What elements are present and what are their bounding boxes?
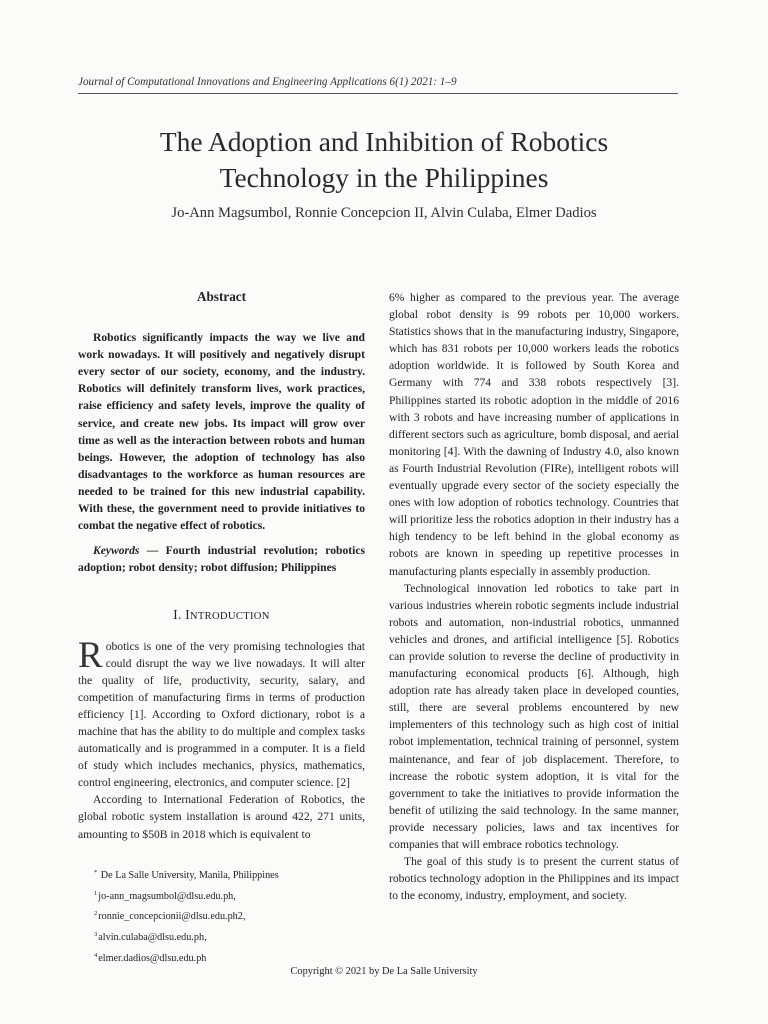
paper-title-line-2: Technology in the Philippines — [219, 162, 549, 193]
paper-title — [0, 124, 768, 196]
paper-title-line-1: The Adoption and Inhibition of Robotics — [159, 126, 609, 157]
intro-paragraph-3: Technological innovation led robotics to take part in various industries wherein robotic segments include industrial robots and automation, non-industrial robotics, unmanned vehicles and drones, and artificial intelligence [5]. Robotics can provide solution to reverse the decline of productivity in manufacturing economical products [6]. Although, high adoption rate has already taken place in developed counties, still, there are several problems encountered by new implementers of this technology such as high cost of initial robot implementation, technical training of personnel, system maintenance, and fear of job displacement. Therefore, to increase the robotic system adoption, it is vital for the government to take the initiatives to provide information the benefit of utilizing the said technology. In the same manner, provide necessary policies, laws and tax incentives for companies that will embrace robotics technology. — [389, 581, 679, 851]
keywords-label: Keywords — [93, 544, 140, 558]
drop-cap: R — [78, 634, 103, 676]
footnote-affiliation: * De La Salle University, Manila, Philippines — [94, 869, 279, 881]
footnote-email-3: $^3$alvin.culaba@dlsu.edu.ph, — [94, 931, 207, 944]
section-heading-initial: I — [185, 607, 190, 623]
section-heading-rest: NTRODUCTION — [189, 611, 270, 623]
section-numeral: I. — [173, 607, 186, 623]
journal-header: Journal of Computational Innovations and Engineering Applications 6(1) 2021: 1–9 — [78, 76, 457, 88]
keywords-text: — Fourth industrial revolution; robotics adoption; robot density; robot diffusion; Philippines — [78, 544, 365, 575]
footnote-email-4: $^4$elmer.dadios@dlsu.edu.ph — [94, 951, 207, 964]
footnotes — [94, 864, 374, 968]
intro-paragraph-4: The goal of this study is to present the current status of robotics technology adoption in the Philippines and its impact to the economy, industry, employment, and society. — [389, 855, 679, 903]
footnote-email-2: $^2$ronnie_concepcionii@dlsu.edu.ph2, — [94, 910, 246, 923]
header-divider — [78, 93, 678, 94]
author-list: Jo-Ann Magsumbol, Ronnie Concepcion II, Alvin Culaba, Elmer Dadios — [171, 205, 597, 221]
abstract-body: Robotics significantly impacts the way we live and work nowadays. It will positively and negatively disrupt every sector of our society, economy, and the industry. Robotics will definitely transform lives, work practices, raise efficiency and safety levels, improve the quality of service, and create new jobs. Its impact will grow over time as well as the interaction between robots and human beings. However, the adoption of technology has also disadvantages to the workforce as human resources are needed to be trained for this new industrial capability. With these, the government need to provide initiatives to combat the negative effect of robotics. — [78, 331, 365, 533]
right-column — [389, 289, 679, 904]
intro-paragraph-2: According to International Federation of Robotics, the global robotic system installation is around 422, 271 units, amounting to $50B in 2018 which is equivalent to — [78, 793, 365, 841]
abstract-heading: Abstract — [196, 289, 247, 304]
intro-paragraph-1 — [78, 634, 365, 792]
intro-paragraph-2-continued: 6% higher as compared to the previous year. The average global robot density is 99 robots per 10,000 workers. Statistics shows that in the manufacturing industry, Singapore, which has 831 robots per 10,000 workers leads the robotics adoption worldwide. It is followed by South Korea and Germany with 774 and 338 robots respectively [3]. Philippines started its robotic adoption in the middle of 2016 with 3 robots and have increasing number of applications in different sectors such as agriculture, bomb disposal, and aerial monitoring [4]. With the dawning of Industry 4.0, also known as Fourth Industrial Revolution (FIRe), intelligent robots will eventually upgrade every sector of the society especially the ones with low adoption of robotics technology. Countries that will prioritize less the robotics adoption in their industry has a high tendency to be left behind in the global economy as robots are known in speeding up repetitive processes in manufacturing plants especially in assembly production. — [389, 291, 679, 578]
keywords — [78, 542, 365, 576]
section-heading-introduction — [78, 606, 365, 625]
footnote-email-1: $^1$jo-ann_magsumbol@dlsu.edu.ph, — [94, 889, 236, 902]
intro-paragraph-1-text: obotics is one of the very promising technologies that could disrupt the way we live nowadays. It will alter the quality of life, productivity, security, salary, and competition of manufacturing firms in terms of production efficiency [1]. According to Oxford dictionary, robot is a machine that has the ability to do multiple and complex tasks automatically and is programmed in a computer. It is a field of study which includes mechanics, physics, mathematics, control engineering, electronics, and computer science. [2] — [78, 639, 365, 790]
left-column — [78, 288, 365, 843]
copyright-footer: Copyright © 2021 by De La Salle University — [290, 966, 478, 977]
